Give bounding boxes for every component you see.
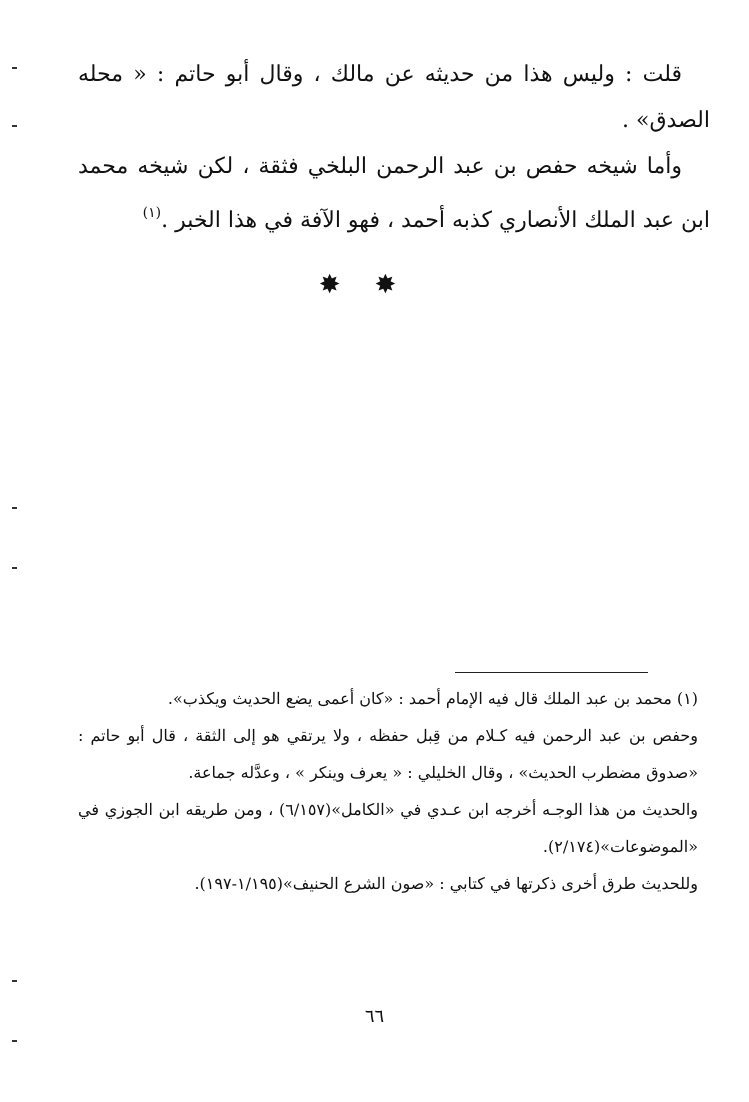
- paragraph-1: قلت : وليس هذا من حديثه عن مالك ، وقال أبو حاتم : « محله الصدق» .: [78, 62, 710, 133]
- margin-mark: [12, 567, 17, 569]
- paragraph-2: [78, 144, 710, 244]
- section-separator-stars: ✸✸: [318, 270, 431, 300]
- margin-mark: [12, 1040, 17, 1042]
- margin-mark: [12, 67, 17, 69]
- footnote-reference: (١): [142, 205, 162, 221]
- footnotes: [78, 680, 698, 902]
- paragraph-2-text: وأما شيخه حفص بن عبد الرحمن البلخي فثقة ، لكن شيخه محمد ابن عبد الملك الأنصاري كذبه أحمد ، فهو الآفة في هذا الخبر .: [78, 154, 710, 233]
- footnote-line-2: وحفص بن عبد الرحمن فيه كـلام من قِبل حفظه ، ولا يرتقي هو إلى الثقة ، قال أبو حاتم : «صدوق مضطرب الحديث» ، وقال الخليلي : « يعرف وينكر » ، وعدَّله جماعة.: [78, 726, 698, 782]
- margin-mark: [12, 125, 17, 127]
- footnote-line-3: والحديث من هذا الوجـه أخرجه ابن عـدي في «الكامل»(٦/١٥٧) ، ومن طريقه ابن الجوزي في «الموضوعات»(٢/١٧٤).: [78, 800, 699, 856]
- margin-mark: [12, 980, 17, 982]
- footnote-line-4: وللحديث طرق أخرى ذكرتها في كتابي : «صون الشرع الحنيف»(١/١٩٥-١٩٧).: [194, 874, 698, 893]
- footnote-line-1: (١) محمد بن عبد الملك قال فيه الإمام أحمد : «كان أعمى يضع الحديث ويكذب».: [167, 689, 698, 708]
- margin-mark: [12, 507, 17, 509]
- page-number: ٦٦: [364, 1006, 385, 1027]
- footnote-divider: [455, 672, 648, 673]
- main-text: [78, 52, 710, 244]
